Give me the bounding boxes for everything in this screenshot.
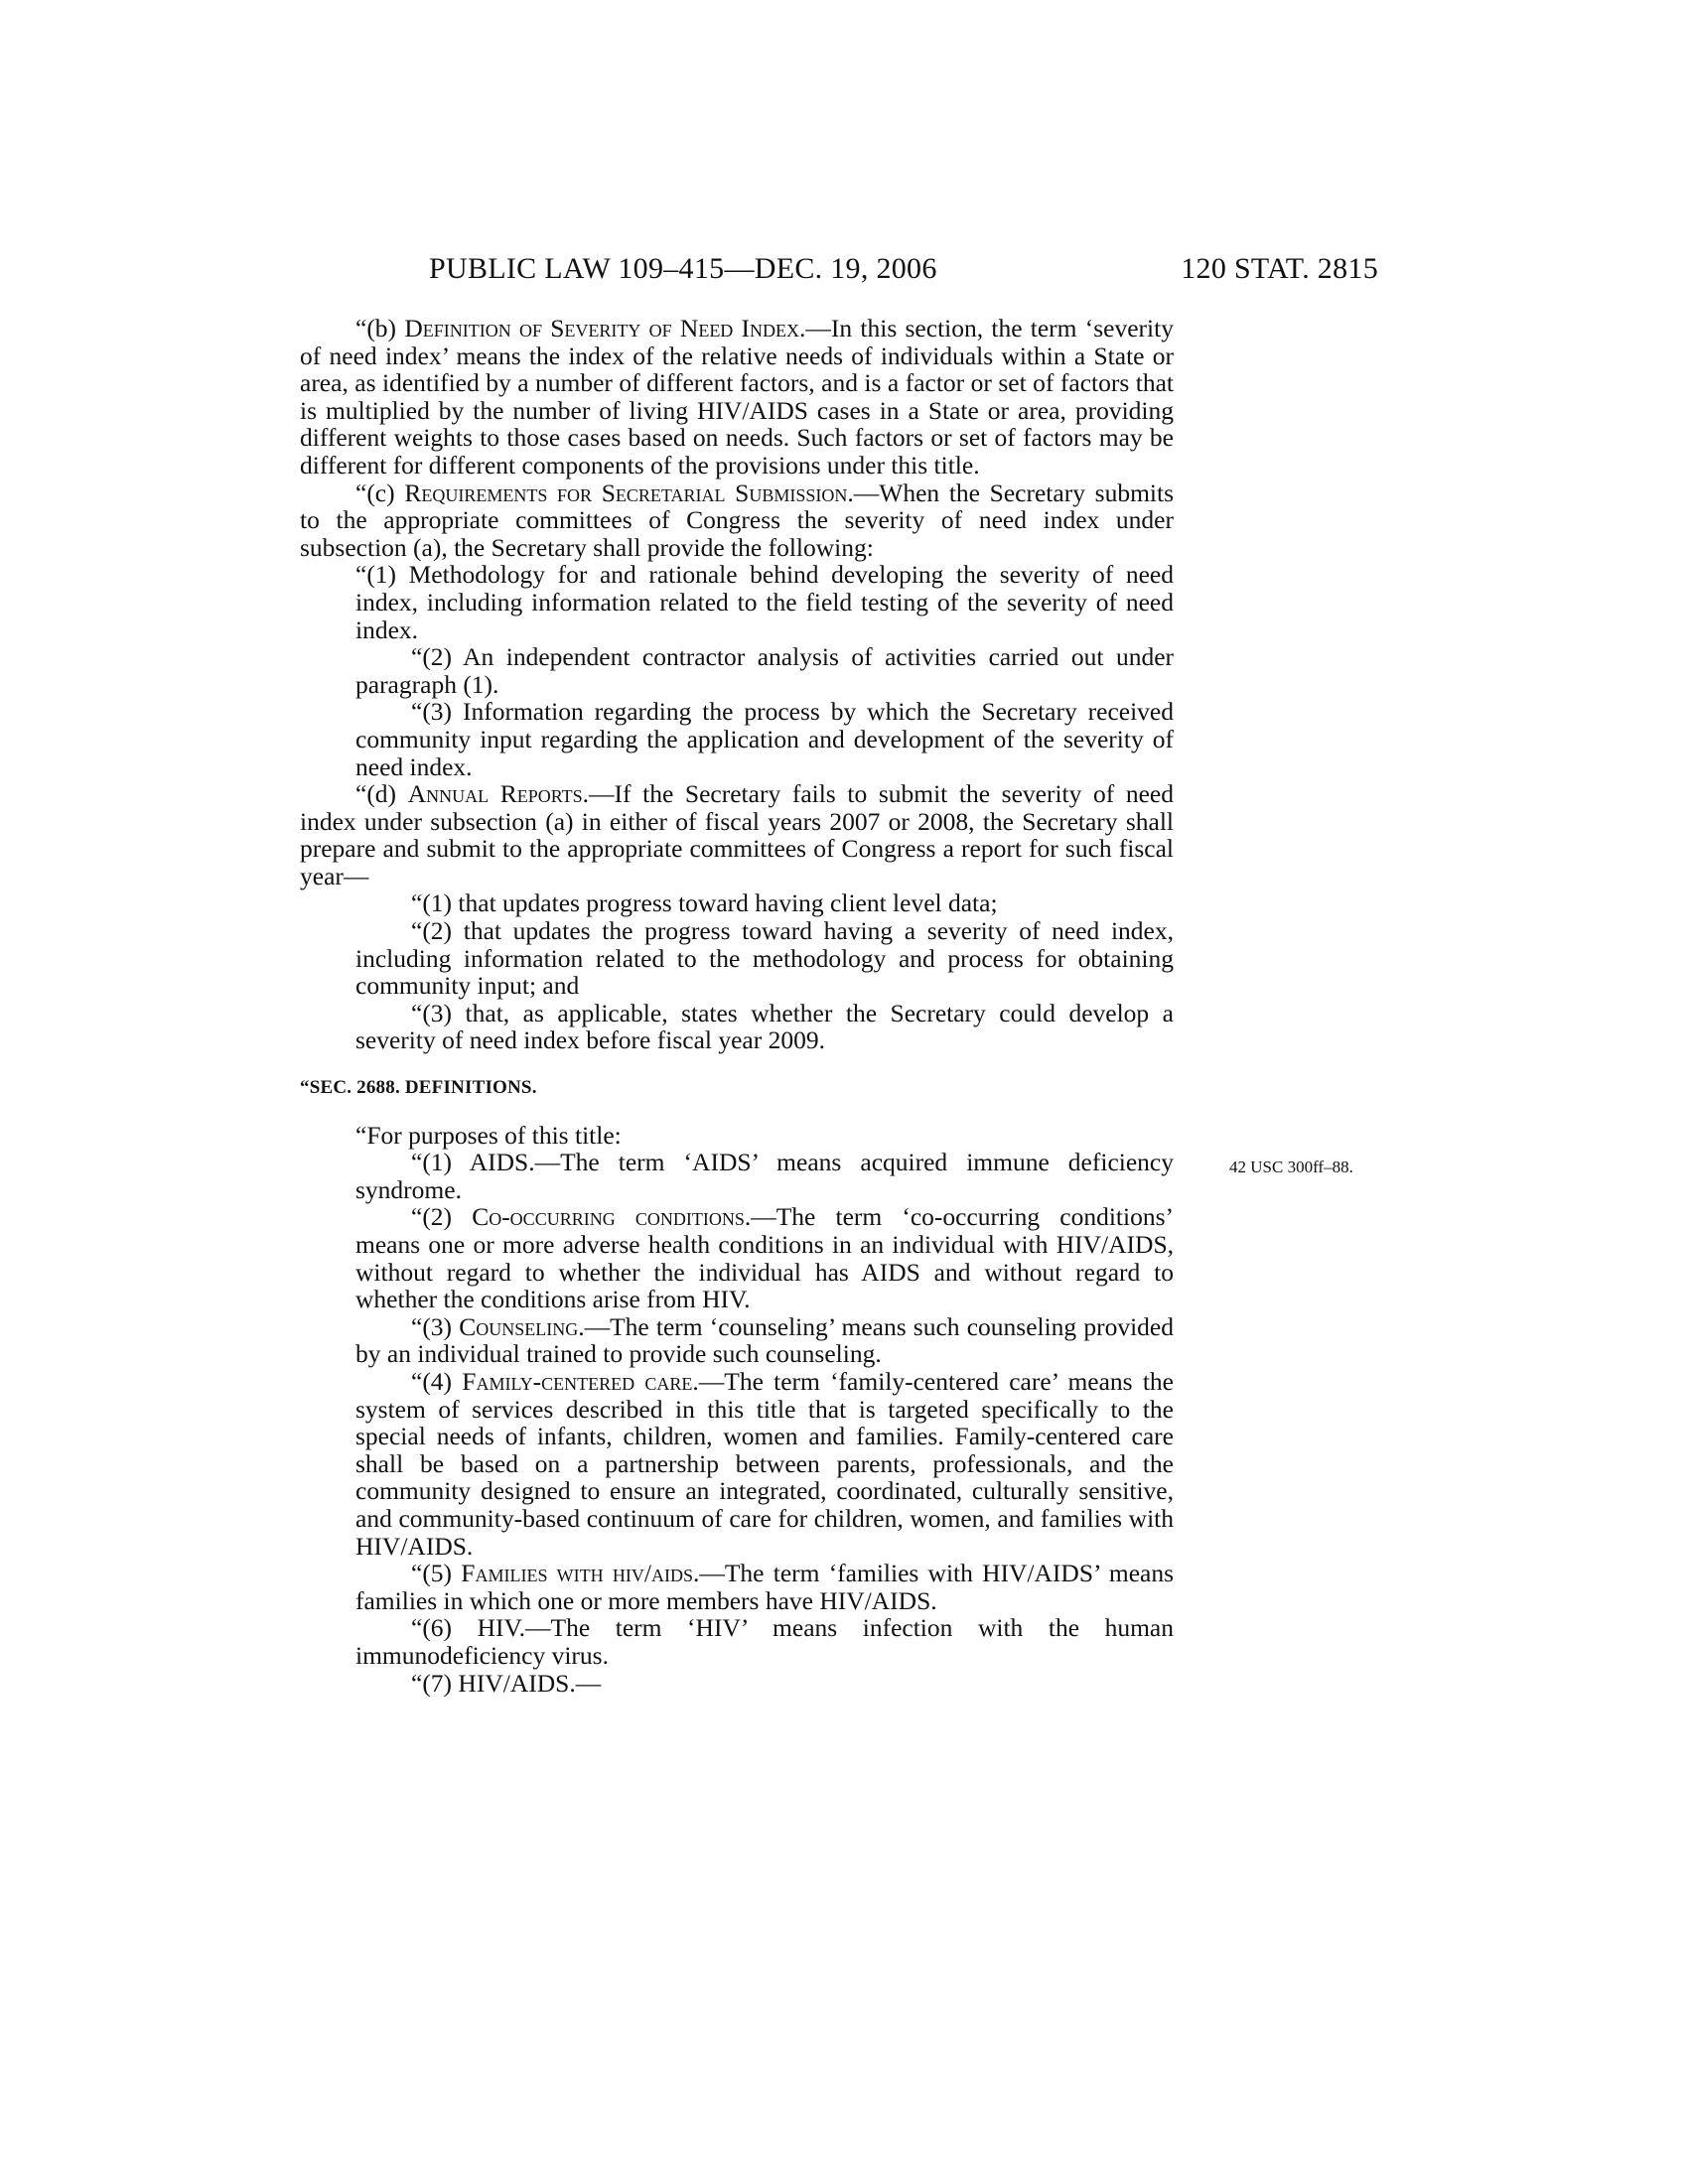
definition-3-heading: Counseling. — [459, 1311, 585, 1341]
definition-7 — [300, 1670, 1174, 1698]
page-header — [300, 251, 1378, 291]
definition-7-text: “(7) HIV/AIDS.— — [411, 1668, 602, 1698]
definition-1-text: —The term ‘AIDS’ means acquired immune deficiency syndrome. — [355, 1148, 1174, 1204]
running-head: PUBLIC LAW 109–415—DEC. 19, 2006 — [429, 252, 937, 285]
definition-2-text: —The term ‘co-occurring conditions’ means one or more adverse health conditions in an individual with HIV/AIDS, without regard to whether the individual has AIDS and without regard to whether the conditions arise from HIV. — [355, 1202, 1174, 1314]
paragraph-c — [300, 479, 1174, 562]
paragraph-c3-text: “(3) Information regarding the process by which the Secretary received community input regarding the application and development of the severity of need index. — [355, 697, 1174, 781]
definition-5-heading: Families with hiv/aids. — [461, 1559, 700, 1588]
definition-1-lead: “(1) AIDS. — [411, 1148, 535, 1177]
definition-5-lead: “(5) — [411, 1559, 462, 1588]
page-number: 120 STAT. 2815 — [1181, 252, 1378, 285]
paragraph-d — [300, 780, 1174, 889]
paragraph-d-lead: “(d) — [355, 779, 408, 809]
paragraph-d2-text: “(2) that updates the progress toward having a severity of need index, including information related to the methodology and process for obtaining community input; and — [355, 916, 1174, 1001]
paragraph-d-text: —If the Secretary fails to submit the severity of need index under subsection (a) in either of fiscal years 2007 or 2008, the Secretary shall prepare and submit to the appropriate committees of Congress a report for such fiscal year— — [300, 779, 1174, 890]
paragraph-b-heading: Definition of Severity of Need Index. — [404, 314, 806, 342]
definition-4-lead: “(4) — [411, 1366, 463, 1396]
paragraph-c2 — [300, 643, 1174, 698]
section-heading: “SEC. 2688. DEFINITIONS. — [300, 1077, 537, 1099]
definition-5 — [300, 1560, 1174, 1614]
paragraph-d2 — [300, 917, 1174, 1000]
margin-citation: 42 USC 300ff–88. — [1229, 1158, 1353, 1176]
definition-4-text: —The term ‘family-centered care’ means the system of services described in this title that is targeted specifically to the special needs of infants, children, women and families. Family-centered care shall be based on a partnership between parents, professionals, and the community designed to ensure an integrated, coordinated, culturally sensitive, and community-based continuum of care for children, women, and families with HIV/AIDS. — [355, 1366, 1174, 1561]
paragraph-d-heading: Annual Reports. — [407, 779, 590, 809]
definition-6 — [300, 1614, 1174, 1669]
definition-1 — [300, 1149, 1174, 1203]
paragraph-b-lead: “(b) — [355, 314, 405, 342]
paragraph-c-lead: “(c) — [355, 478, 405, 507]
paragraph-c-text: —When the Secretary submits to the appropriate committees of Congress the severity of need index under subsection (a), the Secretary shall provide the following: — [300, 478, 1175, 562]
paragraph-c3 — [300, 698, 1174, 780]
definition-6-text: “(6) HIV.—The term ‘HIV’ means infection with the human immunodeficiency virus. — [355, 1613, 1174, 1670]
definition-5-text: —The term ‘families with HIV/AIDS’ means families in which one or more members have HIV/AIDS. — [355, 1559, 1174, 1615]
definition-3-lead: “(3) — [411, 1311, 460, 1341]
definition-2-heading: Co-occurring conditions. — [472, 1202, 752, 1232]
definition-4 — [300, 1368, 1174, 1560]
definitions-intro: “For purposes of this title: — [355, 1120, 622, 1150]
paragraph-b-text: —In this section, the term ‘severity of need index’ means the index of the relative needs of individuals within a State or area, as identified by a number of different factors, and is a factor or set of factors that is multiplied by the number of living HIV/AIDS cases in a State or area, providing different weights to those cases based on needs. Such factors or set of factors may be different for different components of the provisions under this title. — [300, 314, 1174, 479]
definition-2 — [300, 1203, 1174, 1312]
paragraph-c2-text: “(2) An independent contractor analysis of activities carried out under paragraph (1). — [355, 642, 1174, 699]
paragraph-d1: “(1) that updates progress toward having client level data; — [411, 888, 998, 918]
document-body — [300, 315, 1174, 1697]
definition-3-text: —The term ‘counseling’ means such counseling provided by an individual trained to provide such counseling. — [355, 1311, 1174, 1369]
definition-4-heading: Family-centered care. — [462, 1366, 699, 1396]
paragraph-d3 — [300, 1000, 1174, 1054]
paragraph-b — [300, 315, 1174, 479]
definition-3 — [300, 1313, 1174, 1368]
paragraph-d3-text: “(3) that, as applicable, states whether the Secretary could develop a severity of need index before fiscal year 2009. — [355, 998, 1174, 1055]
definition-2-lead: “(2) — [411, 1202, 473, 1232]
paragraph-c1 — [300, 561, 1174, 643]
paragraph-c1-text: “(1) Methodology for and rationale behind developing the severity of need index, including information related to the field testing of the severity of need index. — [355, 560, 1174, 644]
paragraph-c-heading: Requirements for Secretarial Submission. — [404, 478, 854, 507]
